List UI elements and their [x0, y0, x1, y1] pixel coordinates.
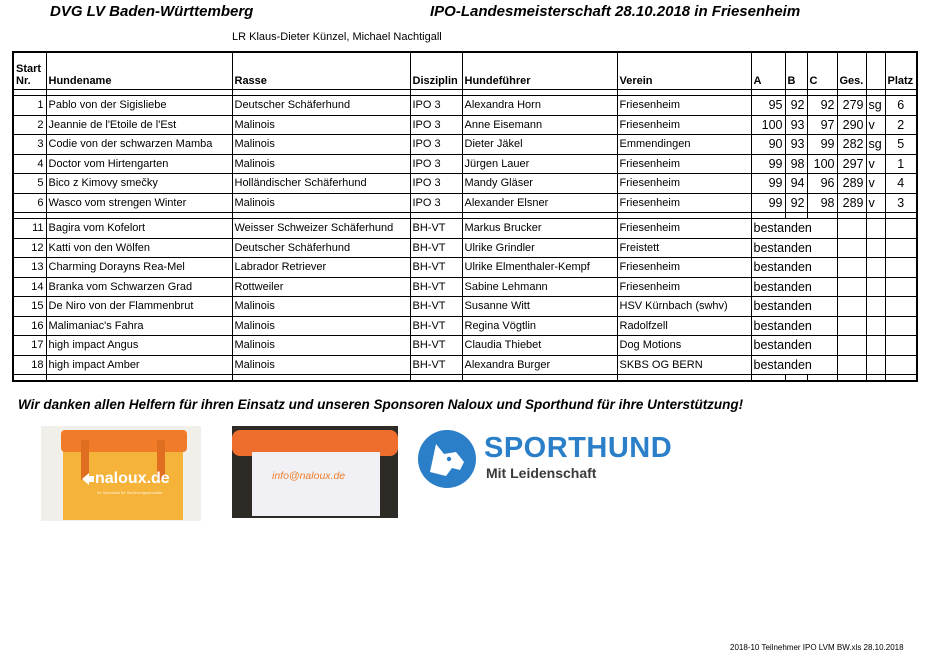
spacer-cell	[866, 375, 885, 382]
rating-cell: sg	[866, 96, 885, 116]
discipline-cell: BH-VT	[410, 258, 462, 278]
table-row	[13, 277, 917, 297]
col-breed: Rasse	[232, 52, 410, 90]
dog-name-cell: Charming Dorayns Rea-Mel	[46, 258, 232, 278]
score-c-cell: 92	[807, 96, 837, 116]
rating-cell: v	[866, 174, 885, 194]
score-c-cell: 100	[807, 154, 837, 174]
handler-cell: Alexandra Burger	[462, 355, 617, 375]
dog-head-icon	[416, 428, 478, 490]
rating-cell	[866, 258, 885, 278]
discipline-cell: BH-VT	[410, 336, 462, 356]
start-nr-cell: 16	[13, 316, 46, 336]
discipline-cell: BH-VT	[410, 238, 462, 258]
result-cell: bestanden	[751, 277, 837, 297]
total-cell	[837, 355, 866, 375]
total-cell: 289	[837, 174, 866, 194]
breed-cell: Malinois	[232, 316, 410, 336]
result-cell: bestanden	[751, 238, 837, 258]
start-nr-cell: 15	[13, 297, 46, 317]
score-a-cell: 95	[751, 96, 785, 116]
breed-cell: Deutscher Schäferhund	[232, 96, 410, 116]
dog-name-cell: Bico z Kimovy smečky	[46, 174, 232, 194]
score-c-cell: 96	[807, 174, 837, 194]
breed-cell: Malinois	[232, 135, 410, 155]
total-cell	[837, 316, 866, 336]
breed-cell: Malinois	[232, 297, 410, 317]
col-b: B	[785, 52, 807, 90]
total-cell: 289	[837, 193, 866, 213]
total-cell: 297	[837, 154, 866, 174]
club-cell: Friesenheim	[617, 219, 751, 239]
breed-cell: Deutscher Schäferhund	[232, 238, 410, 258]
sporthund-subtitle: Mit Leidenschaft	[486, 465, 597, 481]
score-b-cell: 92	[785, 193, 807, 213]
handler-cell: Susanne Witt	[462, 297, 617, 317]
club-cell: Friesenheim	[617, 115, 751, 135]
spacer-cell	[617, 375, 751, 382]
table-row	[13, 115, 917, 135]
discipline-cell: IPO 3	[410, 193, 462, 213]
club-cell: Friesenheim	[617, 258, 751, 278]
result-cell: bestanden	[751, 336, 837, 356]
rating-cell	[866, 316, 885, 336]
naloux-email: info@naloux.de	[272, 470, 346, 482]
score-a-cell: 99	[751, 193, 785, 213]
col-discipline: Disziplin	[410, 52, 462, 90]
start-nr-cell: 14	[13, 277, 46, 297]
table-row	[13, 174, 917, 194]
club-cell: Freistett	[617, 238, 751, 258]
place-cell	[885, 297, 917, 317]
club-cell: SKBS OG BERN	[617, 355, 751, 375]
discipline-cell: IPO 3	[410, 135, 462, 155]
table-row	[13, 355, 917, 375]
spacer-cell	[410, 375, 462, 382]
discipline-cell: BH-VT	[410, 219, 462, 239]
spacer-cell	[885, 375, 917, 382]
place-cell: 3	[885, 193, 917, 213]
result-cell: bestanden	[751, 355, 837, 375]
score-b-cell: 94	[785, 174, 807, 194]
rating-cell: sg	[866, 135, 885, 155]
naloux-logo	[41, 426, 201, 521]
dog-name-cell: Pablo von der Sigisliebe	[46, 96, 232, 116]
dog-name-cell: Doctor vom Hirtengarten	[46, 154, 232, 174]
sporthund-logo	[416, 426, 686, 514]
handler-cell: Dieter Jäkel	[462, 135, 617, 155]
table-row	[13, 238, 917, 258]
club-cell: Emmendingen	[617, 135, 751, 155]
table-row	[13, 258, 917, 278]
naloux-tagline: Ihr Spezialist für Sicherungsprodukte	[97, 490, 163, 495]
start-nr-cell: 4	[13, 154, 46, 174]
discipline-cell: BH-VT	[410, 277, 462, 297]
col-start-nr: Start Nr.	[13, 52, 46, 90]
score-a-cell: 100	[751, 115, 785, 135]
club-cell: Friesenheim	[617, 193, 751, 213]
total-cell	[837, 277, 866, 297]
place-cell	[885, 277, 917, 297]
breed-cell: Holländischer Schäferhund	[232, 174, 410, 194]
result-cell: bestanden	[751, 316, 837, 336]
total-cell	[837, 336, 866, 356]
club-cell: Friesenheim	[617, 174, 751, 194]
start-nr-cell: 11	[13, 219, 46, 239]
table-row	[13, 135, 917, 155]
spacer-cell	[807, 375, 837, 382]
spacer-cell	[46, 375, 232, 382]
rating-cell: v	[866, 154, 885, 174]
start-nr-cell: 3	[13, 135, 46, 155]
discipline-cell: BH-VT	[410, 316, 462, 336]
spacer-row	[13, 375, 917, 382]
table-row	[13, 316, 917, 336]
event-organizer-title: DVG LV Baden-Württemberg	[50, 3, 254, 20]
table-row	[13, 96, 917, 116]
place-cell: 1	[885, 154, 917, 174]
handler-cell: Claudia Thiebet	[462, 336, 617, 356]
place-cell	[885, 258, 917, 278]
file-footer: 2018-10 Teilnehmer IPO LVM BW.xls 28.10.2018	[730, 643, 904, 652]
breed-cell: Malinois	[232, 193, 410, 213]
start-nr-cell: 1	[13, 96, 46, 116]
breed-cell: Malinois	[232, 154, 410, 174]
handler-cell: Ulrike Grindler	[462, 238, 617, 258]
score-a-cell: 90	[751, 135, 785, 155]
discipline-cell: IPO 3	[410, 174, 462, 194]
place-cell	[885, 355, 917, 375]
handler-cell: Jürgen Lauer	[462, 154, 617, 174]
total-cell: 290	[837, 115, 866, 135]
discipline-cell: BH-VT	[410, 297, 462, 317]
handler-cell: Mandy Gläser	[462, 174, 617, 194]
handler-cell: Alexandra Horn	[462, 96, 617, 116]
dog-name-cell: Bagira vom Kofelort	[46, 219, 232, 239]
col-total: Ges.	[837, 52, 866, 90]
discipline-cell: BH-VT	[410, 355, 462, 375]
rating-cell: v	[866, 115, 885, 135]
score-a-cell: 99	[751, 154, 785, 174]
start-nr-cell: 2	[13, 115, 46, 135]
start-nr-cell: 17	[13, 336, 46, 356]
handler-cell: Anne Eisemann	[462, 115, 617, 135]
breed-cell: Rottweiler	[232, 277, 410, 297]
rating-cell	[866, 219, 885, 239]
results-body	[13, 90, 917, 382]
rating-cell	[866, 336, 885, 356]
score-a-cell: 99	[751, 174, 785, 194]
col-a: A	[751, 52, 785, 90]
breed-cell: Malinois	[232, 355, 410, 375]
naloux-brand: naloux.de	[95, 470, 170, 487]
place-cell	[885, 316, 917, 336]
col-c: C	[807, 52, 837, 90]
place-cell	[885, 219, 917, 239]
spacer-cell	[232, 375, 410, 382]
dog-name-cell: De Niro von der Flammenbrut	[46, 297, 232, 317]
breed-cell: Malinois	[232, 115, 410, 135]
sporthund-title: SPORTHUND	[484, 432, 673, 464]
judges-line: LR Klaus-Dieter Künzel, Michael Nachtigall	[232, 31, 442, 43]
event-title: IPO-Landesmeisterschaft 28.10.2018 in Friesenheim	[430, 3, 801, 20]
table-row	[13, 336, 917, 356]
dog-name-cell: Katti von den Wölfen	[46, 238, 232, 258]
place-cell: 6	[885, 96, 917, 116]
breed-cell: Malinois	[232, 336, 410, 356]
rating-cell	[866, 238, 885, 258]
score-b-cell: 93	[785, 115, 807, 135]
result-cell: bestanden	[751, 219, 837, 239]
rating-cell	[866, 277, 885, 297]
table-row	[13, 154, 917, 174]
dog-name-cell: high impact Angus	[46, 336, 232, 356]
handler-cell: Markus Brucker	[462, 219, 617, 239]
club-cell: Friesenheim	[617, 154, 751, 174]
rating-cell	[866, 297, 885, 317]
total-cell	[837, 258, 866, 278]
score-b-cell: 93	[785, 135, 807, 155]
score-b-cell: 98	[785, 154, 807, 174]
spacer-cell	[13, 375, 46, 382]
total-cell	[837, 297, 866, 317]
col-dog-name: Hundename	[46, 52, 232, 90]
table-row	[13, 193, 917, 213]
result-cell: bestanden	[751, 297, 837, 317]
dog-name-cell: Branka vom Schwarzen Grad	[46, 277, 232, 297]
dog-name-cell: Wasco vom strengen Winter	[46, 193, 232, 213]
discipline-cell: IPO 3	[410, 154, 462, 174]
handler-cell: Sabine Lehmann	[462, 277, 617, 297]
spacer-cell	[785, 375, 807, 382]
start-nr-cell: 12	[13, 238, 46, 258]
discipline-cell: IPO 3	[410, 96, 462, 116]
dog-name-cell: Malimaniac's Fahra	[46, 316, 232, 336]
club-cell: HSV Kürnbach (swhv)	[617, 297, 751, 317]
score-c-cell: 99	[807, 135, 837, 155]
breed-cell: Labrador Retriever	[232, 258, 410, 278]
score-c-cell: 98	[807, 193, 837, 213]
breed-cell: Weisser Schweizer Schäferhund	[232, 219, 410, 239]
place-cell: 2	[885, 115, 917, 135]
col-rating	[866, 52, 885, 90]
table-row	[13, 219, 917, 239]
place-cell: 5	[885, 135, 917, 155]
total-cell: 279	[837, 96, 866, 116]
score-c-cell: 97	[807, 115, 837, 135]
club-cell: Radolfzell	[617, 316, 751, 336]
table-row	[13, 297, 917, 317]
dog-name-cell: Codie von der schwarzen Mamba	[46, 135, 232, 155]
spacer-cell	[837, 375, 866, 382]
col-place: Platz	[885, 52, 917, 90]
handler-cell: Alexander Elsner	[462, 193, 617, 213]
col-club: Verein	[617, 52, 751, 90]
handler-cell: Regina Vögtlin	[462, 316, 617, 336]
table-header-row	[13, 52, 917, 90]
club-cell: Dog Motions	[617, 336, 751, 356]
total-cell: 282	[837, 135, 866, 155]
place-cell	[885, 336, 917, 356]
place-cell	[885, 238, 917, 258]
naloux-card-photo	[232, 426, 398, 518]
total-cell	[837, 238, 866, 258]
club-cell: Friesenheim	[617, 277, 751, 297]
spacer-cell	[462, 375, 617, 382]
dog-name-cell: Jeannie de l'Etoile de l'Est	[46, 115, 232, 135]
results-table	[12, 51, 918, 382]
total-cell	[837, 219, 866, 239]
club-cell: Friesenheim	[617, 96, 751, 116]
start-nr-cell: 6	[13, 193, 46, 213]
rating-cell	[866, 355, 885, 375]
col-handler: Hundeführer	[462, 52, 617, 90]
place-cell: 4	[885, 174, 917, 194]
spacer-cell	[751, 375, 785, 382]
dog-name-cell: high impact Amber	[46, 355, 232, 375]
arrow-icon	[81, 472, 95, 486]
rating-cell: v	[866, 193, 885, 213]
discipline-cell: IPO 3	[410, 115, 462, 135]
score-b-cell: 92	[785, 96, 807, 116]
thanks-message: Wir danken allen Helfern für ihren Einsatz und unseren Sponsoren Naloux und Sporthund für ihre Unterstützung!	[18, 397, 744, 412]
start-nr-cell: 13	[13, 258, 46, 278]
start-nr-cell: 5	[13, 174, 46, 194]
start-nr-cell: 18	[13, 355, 46, 375]
handler-cell: Ulrike Elmenthaler-Kempf	[462, 258, 617, 278]
result-cell: bestanden	[751, 258, 837, 278]
